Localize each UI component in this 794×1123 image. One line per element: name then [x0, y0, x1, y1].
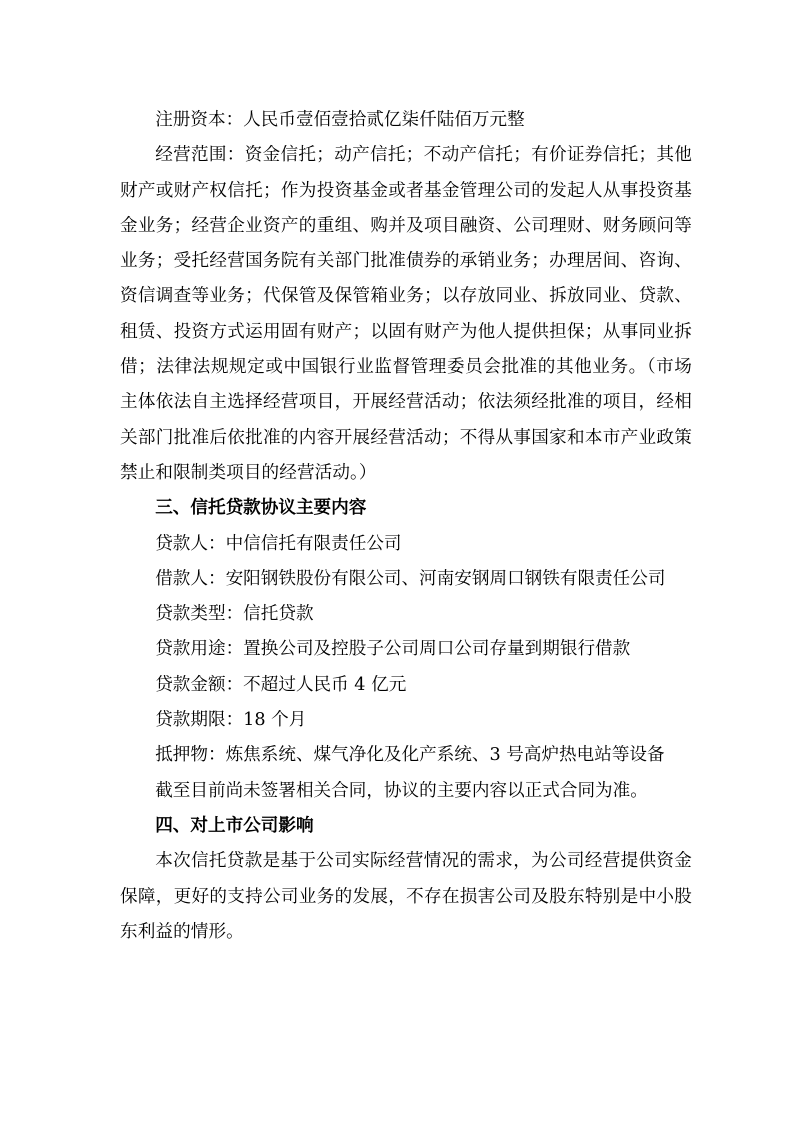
section-4-body: 本次信托贷款是基于公司实际经营情况的需求，为公司经营提供资金保障，更好的支持公司业务的发展，不存在损害公司及股东特别是中小股东利益的情形。 [120, 851, 692, 942]
borrower-line: 借款人：安阳钢铁股份有限公司、河南安钢周口钢铁有限责任公司 [155, 568, 666, 589]
registered-capital: 注册资本：人民币壹佰壹拾贰亿柒仟陆佰万元整 [155, 110, 525, 130]
business-scope: 经营范围：资金信托；动产信托；不动产信托；有价证券信托；其他财产或财产权信托；作为投资基金或者基金管理公司的发起人从事投资基金业务；经营企业资产的重组、购并及项目融资、公司理财、财务顾问等业务；受托经营国务院有关部门批准债券的承销业务；办理居间、咨询、资信调查等业务；代保管及保管箱业务；以存放同业、拆放同业、贷款、租赁、投资方式运用固有财产；以固有财产为他人提供担保；从事同业拆借；法律法规规定或中国银行业监督管理委员会批准的其他业务。（市场主体依法自主选择经营项目，开展经营活动；依法须经批准的项目，经相关部门批准后依批准的内容开展经营活动；不得从事国家和本市产业政策禁止和限制类项目的经营活动。） [120, 145, 692, 483]
loan-type-line: 贷款类型：信托贷款 [155, 604, 314, 625]
document-page [120, 103, 692, 950]
lender-line: 贷款人：中信信托有限责任公司 [155, 533, 402, 554]
section-4-heading: 四、对上市公司影响 [155, 815, 314, 836]
loan-amount-line: 贷款金额：不超过人民币 4 亿元 [155, 674, 407, 695]
loan-purpose-line: 贷款用途：置换公司及控股子公司周口公司存量到期银行借款 [155, 639, 631, 660]
contract-note-line: 截至目前尚未签署相关合同，协议的主要内容以正式合同为准。 [155, 780, 648, 801]
loan-term-line: 贷款期限：18 个月 [155, 710, 307, 731]
section-3-heading: 三、信托贷款协议主要内容 [155, 498, 367, 519]
collateral-line: 抵押物：炼焦系统、煤气净化及化产系统、3 号高炉热电站等设备 [155, 745, 665, 766]
